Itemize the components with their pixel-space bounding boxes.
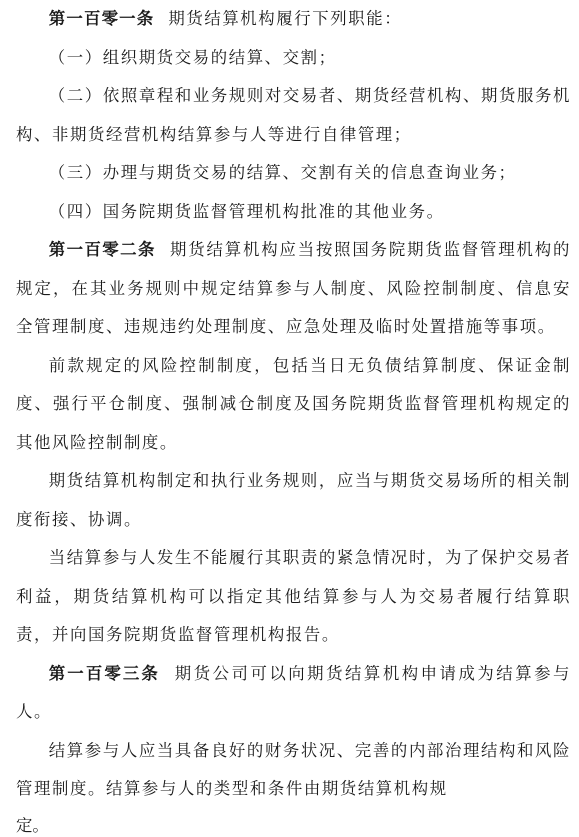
article-103-heading-paragraph bbox=[16, 655, 571, 732]
article-101-heading-paragraph bbox=[16, 0, 571, 39]
article-101-item-1: （一）组织期货交易的结算、交割； bbox=[48, 47, 337, 67]
article-101-item-2: （二）依照章程和业务规则对交易者、期货经营机构、期货服务机构、非期货经营机构结算参与人等进行自律管理； bbox=[16, 86, 571, 144]
article-103-number: 第一百零三条 bbox=[48, 663, 160, 683]
article-102-number: 第一百零二条 bbox=[48, 240, 156, 259]
article-101-item-4: （四）国务院期货监督管理机构批准的其他业务。 bbox=[48, 201, 445, 221]
article-102-paragraph-3: 当结算参与人发生不能履行其职责的紧急情况时，为了保护交易者利益，期货结算机构可以指定其他结算参与人为交易者履行结算职责，并向国务院期货监督管理机构报告。 bbox=[16, 548, 571, 644]
article-103-paragraph-1: 结算参与人应当具备良好的财务状况、完善的内部治理结构和风险管理制度。结算参与人的类型和条件由期货结算机构规 bbox=[16, 740, 571, 798]
article-103-text: 期货公司可以向期货结算机构申请成为结算参与人。 bbox=[16, 663, 571, 721]
cutoff-line bbox=[0, 816, 579, 837]
article-102-paragraph-1: 前款规定的风险控制制度，包括当日无负债结算制度、保证金制度、强行平仓制度、强制减仓制度及国务院期货监督管理机构规定的其他风险控制制度。 bbox=[16, 355, 571, 452]
article-101-intro: 期货结算机构履行下列职能： bbox=[168, 9, 403, 28]
article-101-number: 第一百零一条 bbox=[48, 9, 155, 28]
cutoff-fragment: 定。 bbox=[16, 816, 49, 835]
article-101-item-3: （三）办理与期货交易的结算、交割有关的信息查询业务； bbox=[48, 163, 517, 182]
document-body bbox=[16, 0, 571, 809]
article-102-text: 期货结算机构应当按照国务院期货监督管理机构的规定，在其业务规则中规定结算参与人制度、风险控制制度、信息安全管理制度、违规违约处理制度、应急处理及临时处置措施等事项。 bbox=[16, 240, 571, 336]
article-102-paragraph-2: 期货结算机构制定和执行业务规则，应当与期货交易场所的相关制度衔接、协调。 bbox=[16, 471, 571, 529]
article-102-heading-paragraph bbox=[16, 231, 571, 347]
